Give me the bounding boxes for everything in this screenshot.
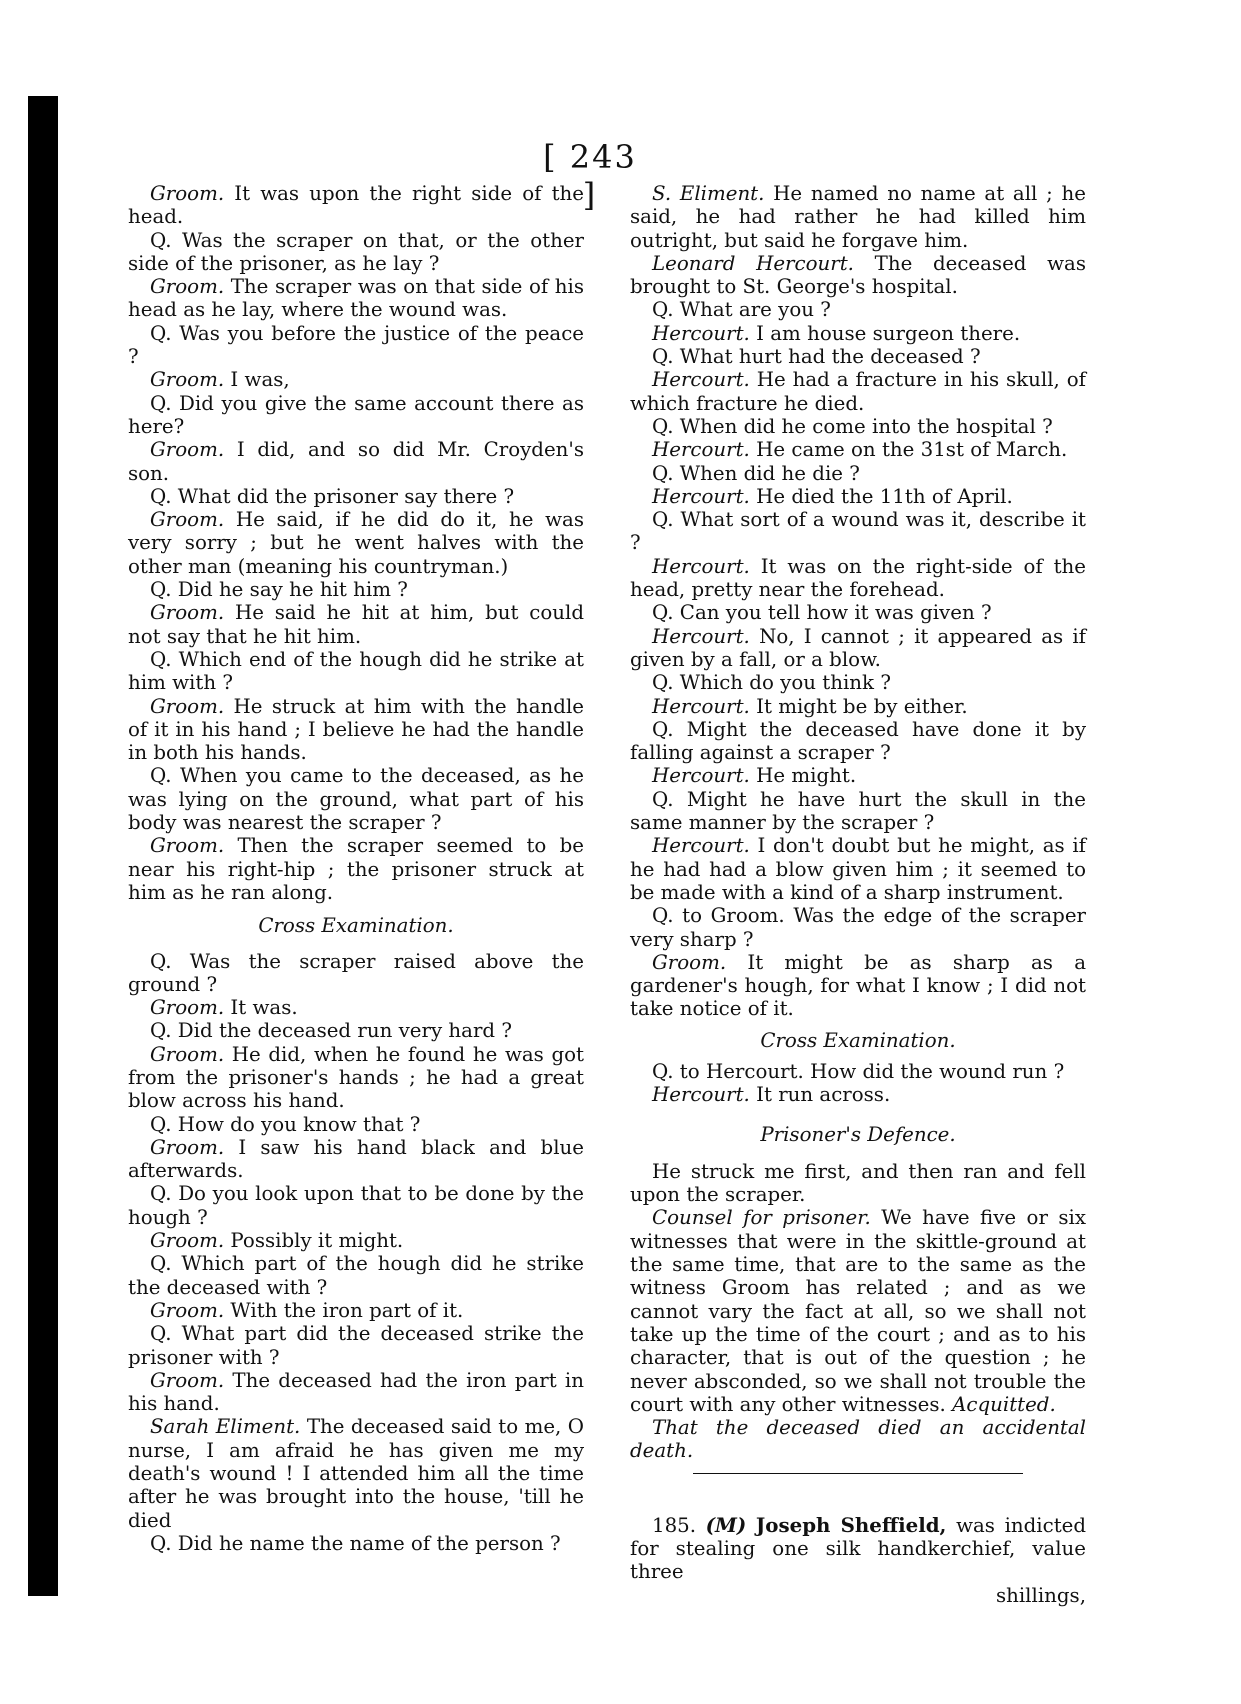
paragraph-text: Q. Might the deceased have done it by falling against a scraper ? — [630, 717, 1086, 765]
testimony-paragraph — [630, 182, 1086, 252]
verdict-text: Acquitted. — [952, 1392, 1056, 1416]
paragraph-text: Q. Which do you think ? — [652, 671, 891, 695]
paragraph-text: Q. What hurt had the deceased ? — [652, 345, 981, 369]
paragraph-text: Q. What are you ? — [652, 298, 831, 322]
testimony-paragraph — [630, 252, 1086, 299]
question-paragraph — [128, 1322, 584, 1369]
page-number: [ 243 ] — [543, 138, 637, 214]
question-paragraph — [128, 392, 584, 439]
paragraph-text: It run across. — [756, 1083, 891, 1107]
paragraph-text: I was, — [230, 368, 290, 392]
question-paragraph — [128, 485, 584, 508]
question-paragraph — [128, 1113, 584, 1136]
question-paragraph — [630, 415, 1086, 438]
paragraph-text: Q. to Groom. Was the edge of the scraper very sharp ? — [630, 904, 1086, 951]
testimony-paragraph — [630, 322, 1086, 345]
speaker-name: Groom. — [150, 275, 225, 299]
speaker-name: Hercourt. — [652, 484, 750, 508]
paragraph-text: The scraper was on that side of his head as he lay, where the wound was. — [128, 275, 584, 322]
speaker-name: Groom. — [652, 950, 727, 974]
case-text: was indicted for stealing one silk handkerchief, value three — [630, 1513, 1087, 1584]
speaker-name: Groom. — [150, 1135, 225, 1159]
testimony-paragraph — [128, 1136, 584, 1183]
question-paragraph — [128, 764, 584, 834]
section-heading: Cross Examination. — [258, 914, 454, 938]
paragraph-text: We have five or six witnesses that were in the skittle-ground at the same time, that are to the same as the witness Groom has related ; and as we cannot vary the fact at all, so we shall not take up the time of the court ; and as to his character, that is out of the question ; he never absconded, so we shall not trouble the court with any other witnesses. — [630, 1206, 1086, 1416]
paragraph-text: The deceased had the iron part in his hand. — [128, 1368, 584, 1416]
verdict-note: That the deceased died an accidental death. — [630, 1416, 1086, 1463]
speaker-name: Counsel for prisoner. — [652, 1206, 871, 1230]
paragraph-text: Q. Which end of the hough did he strike at him with ? — [128, 647, 584, 695]
question-paragraph — [128, 1019, 584, 1042]
paragraph-text: Q. Was the scraper raised above the ground ? — [128, 949, 584, 996]
case-code: (M) — [705, 1512, 747, 1537]
paragraph-text: The deceased was brought to St. George's hospital. — [630, 251, 1087, 299]
testimony-paragraph — [128, 1229, 584, 1252]
testimony-paragraph — [128, 996, 584, 1019]
speaker-name: Hercourt. — [652, 438, 750, 462]
paragraph-text: Q. Did you give the same account there as here? — [128, 391, 584, 438]
paragraph-text: Then the scraper seemed to be near his right-hip ; the prisoner struck at him as he ran along. — [128, 834, 584, 904]
question-paragraph — [128, 1252, 584, 1299]
paragraph-text: He died the 11th of April. — [756, 484, 1013, 508]
testimony-paragraph — [630, 834, 1086, 904]
paragraph-text: Q. Do you look upon that to be done by the hough ? — [128, 1182, 584, 1229]
question-paragraph — [630, 718, 1086, 765]
right-column — [630, 182, 1086, 1607]
paragraph-text: No, I cannot ; it appeared as if given by a fall, or a blow. — [630, 624, 1086, 671]
paragraph-text: Q. When did he come into the hospital ? — [652, 414, 1053, 438]
testimony-paragraph — [128, 368, 584, 391]
paragraph-text: It was upon the right side of the head. — [128, 182, 584, 229]
speaker-name: Groom. — [150, 834, 225, 858]
paragraph-text: Q. What part did the deceased strike the prisoner with ? — [128, 1322, 584, 1369]
paragraph-text: He had a fracture in his skull, of which fracture he died. — [630, 368, 1086, 415]
paragraph-text: Q. What did the prisoner say there ? — [150, 484, 515, 508]
question-paragraph — [128, 648, 584, 695]
paragraph-text: With the iron part of it. — [230, 1298, 464, 1322]
testimony-paragraph — [630, 438, 1086, 461]
question-paragraph — [128, 1532, 584, 1555]
paragraph-text: Q. Might he have hurt the skull in the same manner by the scraper ? — [630, 787, 1086, 835]
speaker-name: Groom. — [150, 1042, 225, 1066]
speaker-name: Hercourt. — [652, 764, 750, 788]
section-heading: Prisoner's Defence. — [760, 1122, 956, 1146]
speaker-name: Hercourt. — [652, 368, 750, 392]
paragraph-text: Q. Did the deceased run very hard ? — [150, 1019, 512, 1043]
speaker-name: Groom. — [150, 182, 225, 205]
paragraph-text: I am house surgeon there. — [756, 321, 1021, 345]
paragraph-text: Q. Was you before the justice of the peace ? — [128, 321, 584, 369]
paragraph-text: I don't doubt but he might, as if he had had a blow given him ; it seemed to be made with a kind of a sharp instrument. — [630, 834, 1086, 904]
testimony-paragraph — [630, 555, 1086, 602]
paragraph-text: Q. What sort of a wound was it, describe it ? — [630, 508, 1086, 555]
paragraph-text: Q. Which part of the hough did he strike the deceased with ? — [128, 1252, 584, 1299]
testimony-paragraph — [128, 695, 584, 765]
testimony-paragraph — [128, 1415, 584, 1531]
paragraph-text: He said he hit at him, but could not say that he hit him. — [128, 601, 584, 648]
paragraph-text: He struck at him with the handle of it in his hand ; I believe he had the handle in both his hands. — [128, 694, 584, 765]
speaker-name: S. Eliment. — [652, 182, 765, 205]
paragraph-text: Q. Was the scraper on that, or the other side of the prisoner, as he lay ? — [128, 228, 584, 275]
speaker-name: Groom. — [150, 1298, 225, 1322]
speaker-name: Hercourt. — [652, 834, 750, 858]
paragraph-text: He said, if he did do it, he was very sorry ; but he went halves with the other man (meaning his countryman.) — [128, 508, 585, 578]
testimony-paragraph — [630, 368, 1086, 415]
section-rule — [693, 1473, 1023, 1474]
testimony-paragraph — [128, 438, 584, 485]
paragraph-text: It was on the right-side of the head, pretty near the forehead. — [630, 554, 1086, 602]
question-paragraph — [128, 950, 584, 997]
testimony-paragraph — [630, 625, 1086, 672]
speaker-name: Leonard Hercourt. — [652, 251, 854, 275]
question-paragraph — [630, 462, 1086, 485]
left-column — [128, 182, 584, 1555]
question-paragraph — [630, 904, 1086, 951]
case-number: 185. — [652, 1513, 697, 1537]
paragraph-text: It might be by either. — [756, 694, 968, 718]
testimony-paragraph — [128, 1043, 584, 1113]
testimony-paragraph — [128, 1369, 584, 1416]
speaker-name: Hercourt. — [652, 1083, 750, 1107]
testimony-paragraph — [630, 951, 1086, 1021]
speaker-name: Hercourt. — [652, 554, 750, 578]
paragraph-text: He struck me first, and then ran and fell upon the scraper. — [630, 1159, 1086, 1207]
paragraph-text: He did, when he found he was got from the prisoner's hands ; he had a great blow across his hand. — [128, 1042, 584, 1113]
question-paragraph — [128, 1182, 584, 1229]
paragraph-text: I did, and so did Mr. Croyden's son. — [128, 438, 584, 485]
question-paragraph — [128, 578, 584, 601]
testimony-paragraph — [128, 834, 584, 904]
speaker-name: Groom. — [150, 368, 225, 392]
speaker-name: Groom. — [150, 996, 225, 1020]
speaker-name: Groom. — [150, 601, 225, 625]
question-paragraph — [630, 508, 1086, 555]
testimony-paragraph — [128, 508, 584, 578]
paragraph-text: Q. Did he name the name of the person ? — [150, 1531, 561, 1555]
paragraph-text: Q. How do you know that ? — [150, 1112, 421, 1136]
binding-edge — [28, 96, 58, 1596]
speaker-name: Groom. — [150, 1229, 225, 1253]
paragraph-text: Q. Can you tell how it was given ? — [652, 601, 992, 625]
case-entry — [630, 1514, 1086, 1584]
speaker-name: Groom. — [150, 1368, 225, 1392]
testimony-paragraph — [630, 485, 1086, 508]
testimony-paragraph — [128, 601, 584, 648]
paragraph-text: It might be as sharp as a gardener's hough, for what I know ; I did not take notice of it. — [630, 950, 1086, 1021]
testimony-paragraph — [630, 764, 1086, 787]
paragraph-text: Q. to Hercourt. How did the wound run ? — [652, 1059, 1065, 1083]
paragraph-text: It was. — [230, 996, 298, 1020]
speaker-name: Hercourt. — [652, 694, 750, 718]
paragraph-text: The deceased said to me, O nurse, I am afraid he has given me my death's wound ! I attended him all the time after he was brought into the house, 'till he died — [128, 1415, 585, 1532]
question-paragraph — [630, 601, 1086, 624]
paragraph-text: He came on the 31st of March. — [756, 438, 1068, 462]
testimony-paragraph — [128, 182, 584, 229]
section-heading: Cross Examination. — [760, 1028, 956, 1052]
question-paragraph — [630, 1160, 1086, 1207]
defendant-name: Joseph Sheffield, — [755, 1512, 947, 1537]
question-paragraph — [128, 229, 584, 276]
speaker-name: Hercourt. — [652, 624, 750, 648]
paragraph-text: Q. Did he say he hit him ? — [150, 578, 408, 602]
testimony-paragraph — [630, 1206, 1086, 1416]
question-paragraph — [128, 322, 584, 369]
paragraph-text: Q. When did he die ? — [652, 461, 860, 485]
question-paragraph — [630, 298, 1086, 321]
testimony-paragraph — [128, 1299, 584, 1322]
question-paragraph — [630, 345, 1086, 368]
question-paragraph — [630, 671, 1086, 694]
speaker-name: Hercourt. — [652, 321, 750, 345]
paragraph-text: He named no name at all ; he said, he had rather he had killed him outright, but said he forgave him. — [630, 182, 1086, 252]
testimony-paragraph — [128, 275, 584, 322]
paragraph-text: Possibly it might. — [230, 1229, 404, 1253]
speaker-name: Groom. — [150, 508, 225, 532]
paragraph-text: Q. When you came to the deceased, as he was lying on the ground, what part of his body was nearest the scraper ? — [128, 764, 584, 835]
testimony-paragraph — [630, 695, 1086, 718]
question-paragraph — [630, 788, 1086, 835]
speaker-name: Groom. — [150, 438, 225, 462]
testimony-paragraph — [630, 1083, 1086, 1106]
paragraph-text: I saw his hand black and blue afterwards. — [128, 1135, 584, 1183]
question-paragraph — [630, 1060, 1086, 1083]
speaker-name: Sarah Eliment. — [150, 1415, 301, 1439]
paragraph-text: He might. — [756, 764, 857, 788]
catchword: shillings, — [995, 1583, 1086, 1607]
speaker-name: Groom. — [150, 694, 225, 718]
